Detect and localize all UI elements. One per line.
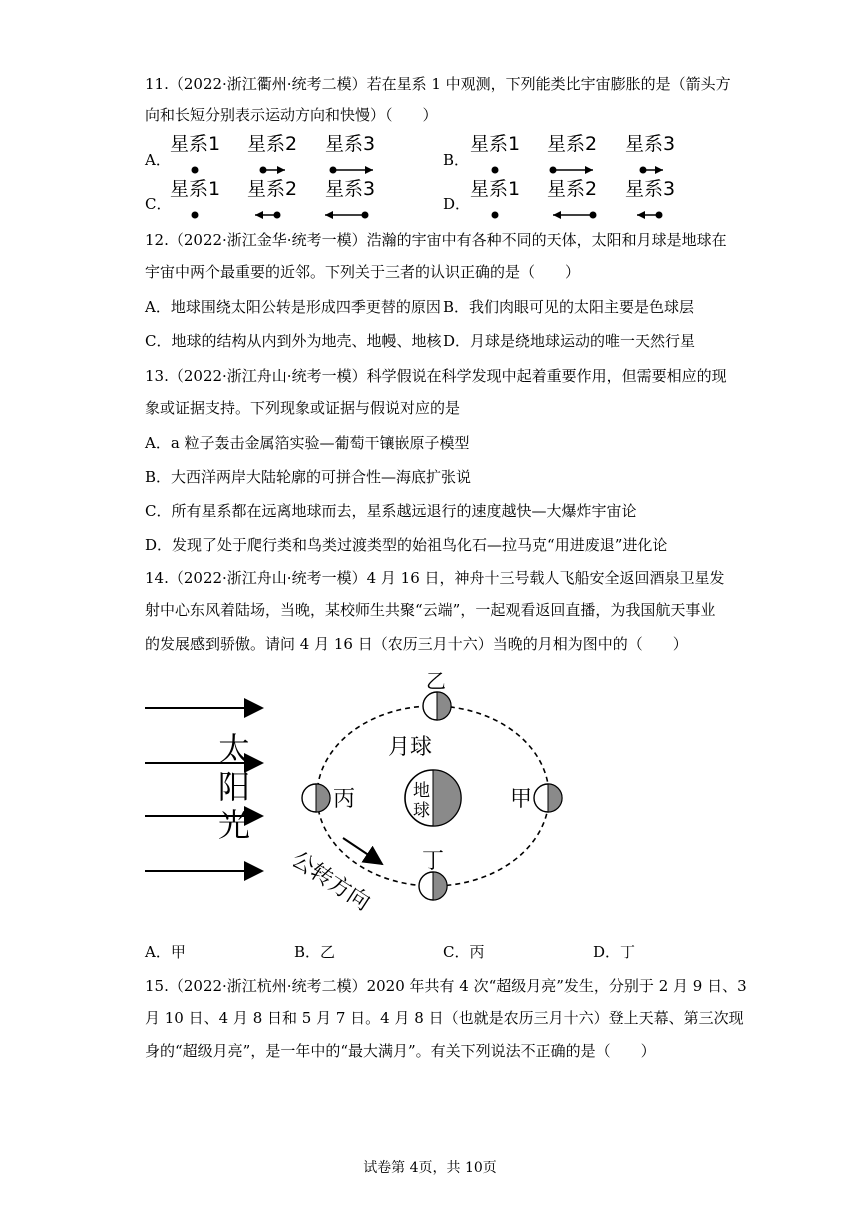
q15-stem-line3: 身的“超级月亮”，是一年中的“最大满月”。有关下列说法不正确的是（ ） bbox=[145, 1042, 656, 1060]
galaxy-name: 星系3 bbox=[325, 133, 376, 155]
sunlight-label-char: 光 bbox=[218, 806, 251, 844]
galaxy-name: 星系2 bbox=[547, 178, 598, 200]
moon-position-right-label: 甲 bbox=[510, 787, 533, 812]
q11-option-a-label: A． bbox=[145, 151, 171, 169]
q12-stem-line1: 12.（2022·浙江金华·统考一模）浩瀚的宇宙中有各种不同的天体，太阳和月球是地球在 bbox=[145, 231, 727, 249]
q14-option-d: D．丁 bbox=[593, 943, 636, 961]
moon-position-left-label: 丙 bbox=[333, 787, 356, 812]
q11-stem-line2: 向和长短分别表示运动方向和快慢）（ ） bbox=[145, 106, 438, 124]
q12-option-d: D．月球是绕地球运动的唯一天然行星 bbox=[443, 332, 696, 350]
page-footer: 试卷第 4页，共 10页 bbox=[363, 1160, 497, 1176]
q14-stem-line1: 14.（2022·浙江舟山·统考一模）4 月 16 日，神舟十三号载人飞船安全返回酒泉卫星发 bbox=[145, 569, 725, 587]
galaxy1-dot bbox=[192, 212, 199, 219]
q14-stem-line3: 的发展感到骄傲。请问 4 月 16 日（农历三月十六）当晚的月相为图中的（ ） bbox=[145, 635, 688, 653]
sunlight-label-char: 阳 bbox=[218, 768, 251, 806]
galaxy1-dot bbox=[492, 212, 499, 219]
q13-option-b: B．大西洋两岸大陆轮廓的可拼合性—海底扩张说 bbox=[145, 468, 472, 486]
galaxy3-dot bbox=[656, 212, 663, 219]
q12-stem-line2: 宇宙中两个最重要的近邻。下列关于三者的认识正确的是（ ） bbox=[145, 263, 581, 281]
galaxy-name: 星系3 bbox=[625, 133, 676, 155]
galaxy-name: 星系3 bbox=[625, 178, 676, 200]
moon-position-bottom-label: 丁 bbox=[422, 849, 445, 874]
galaxy-name: 星系1 bbox=[170, 133, 221, 155]
q11-option-a-figure bbox=[165, 130, 395, 180]
q11-option-d-figure bbox=[465, 175, 695, 225]
q14-stem-line2: 射中心东风着陆场，当晚，某校师生共聚“云端”，一起观看返回直播，为我国航天事业 bbox=[145, 601, 716, 619]
q14-option-c: C．丙 bbox=[443, 943, 485, 961]
q13-option-d: D．发现了处于爬行类和鸟类过渡类型的始祖鸟化石—拉马克“用进废退”进化论 bbox=[145, 536, 668, 554]
galaxy1-dot bbox=[492, 167, 499, 174]
q12-option-b: B．我们肉眼可见的太阳主要是色球层 bbox=[443, 298, 695, 316]
q14-option-b: B．乙 bbox=[294, 943, 336, 961]
earth-label-char: 球 bbox=[413, 801, 430, 821]
q11-option-c-figure bbox=[165, 175, 395, 225]
q13-stem-line1: 13.（2022·浙江舟山·统考一模）科学假说在科学发现中起着重要作用，但需要相应的现 bbox=[145, 367, 727, 385]
galaxy-name: 星系1 bbox=[170, 178, 221, 200]
sunlight-label-char: 太 bbox=[218, 730, 251, 768]
galaxy2-dot bbox=[590, 212, 597, 219]
moon-position-top-label: 乙 bbox=[426, 669, 446, 693]
galaxy2-dot bbox=[274, 212, 281, 219]
q15-stem-line1: 15.（2022·浙江杭州·统考二模）2020 年共有 4 次“超级月亮”发生，分别于 2 月 9 日、3 bbox=[145, 977, 747, 995]
earth-label-char: 地 bbox=[413, 781, 430, 801]
orbit-direction-label: 公转方向 bbox=[286, 847, 375, 916]
q12-option-a: A．地球围绕太阳公转是形成四季更替的原因 bbox=[145, 298, 441, 316]
galaxy1-dot bbox=[192, 167, 199, 174]
q13-option-a: A．a 粒子轰击金属箔实验—葡萄干镶嵌原子模型 bbox=[145, 434, 470, 452]
galaxy-name: 星系2 bbox=[247, 178, 298, 200]
galaxy3-dot bbox=[362, 212, 369, 219]
q12-option-c: C．地球的结构从内到外为地壳、地幔、地核 bbox=[145, 332, 442, 350]
galaxy-name: 星系1 bbox=[470, 178, 521, 200]
galaxy-name: 星系2 bbox=[547, 133, 598, 155]
q11-option-c-label: C． bbox=[145, 195, 172, 213]
q14-option-a: A．甲 bbox=[145, 943, 186, 961]
moon-phase-diagram bbox=[140, 668, 580, 930]
q13-stem-line2: 象或证据支持。下列现象或证据与假说对应的是 bbox=[145, 399, 461, 417]
q13-option-c: C．所有星系都在远离地球而去，星系越远退行的速度越快—大爆炸宇宙论 bbox=[145, 502, 637, 520]
moon-label: 月球 bbox=[388, 735, 433, 760]
galaxy-name: 星系2 bbox=[247, 133, 298, 155]
orbit-direction-arrow bbox=[343, 838, 382, 864]
q11-option-b-label: B． bbox=[443, 151, 470, 169]
q11-option-d-label: D． bbox=[443, 195, 471, 213]
q15-stem-line2: 月 10 日、4 月 8 日和 5 月 7 日。4 月 8 日（也就是农历三月十六）登上天幕、第三次现 bbox=[145, 1009, 744, 1027]
galaxy-name: 星系3 bbox=[325, 178, 376, 200]
q11-stem-line1: 11.（2022·浙江衢州·统考二模）若在星系 1 中观测，下列能类比宇宙膨胀的是（箭头方 bbox=[145, 75, 731, 93]
q11-option-b-figure bbox=[465, 130, 695, 180]
galaxy-name: 星系1 bbox=[470, 133, 521, 155]
